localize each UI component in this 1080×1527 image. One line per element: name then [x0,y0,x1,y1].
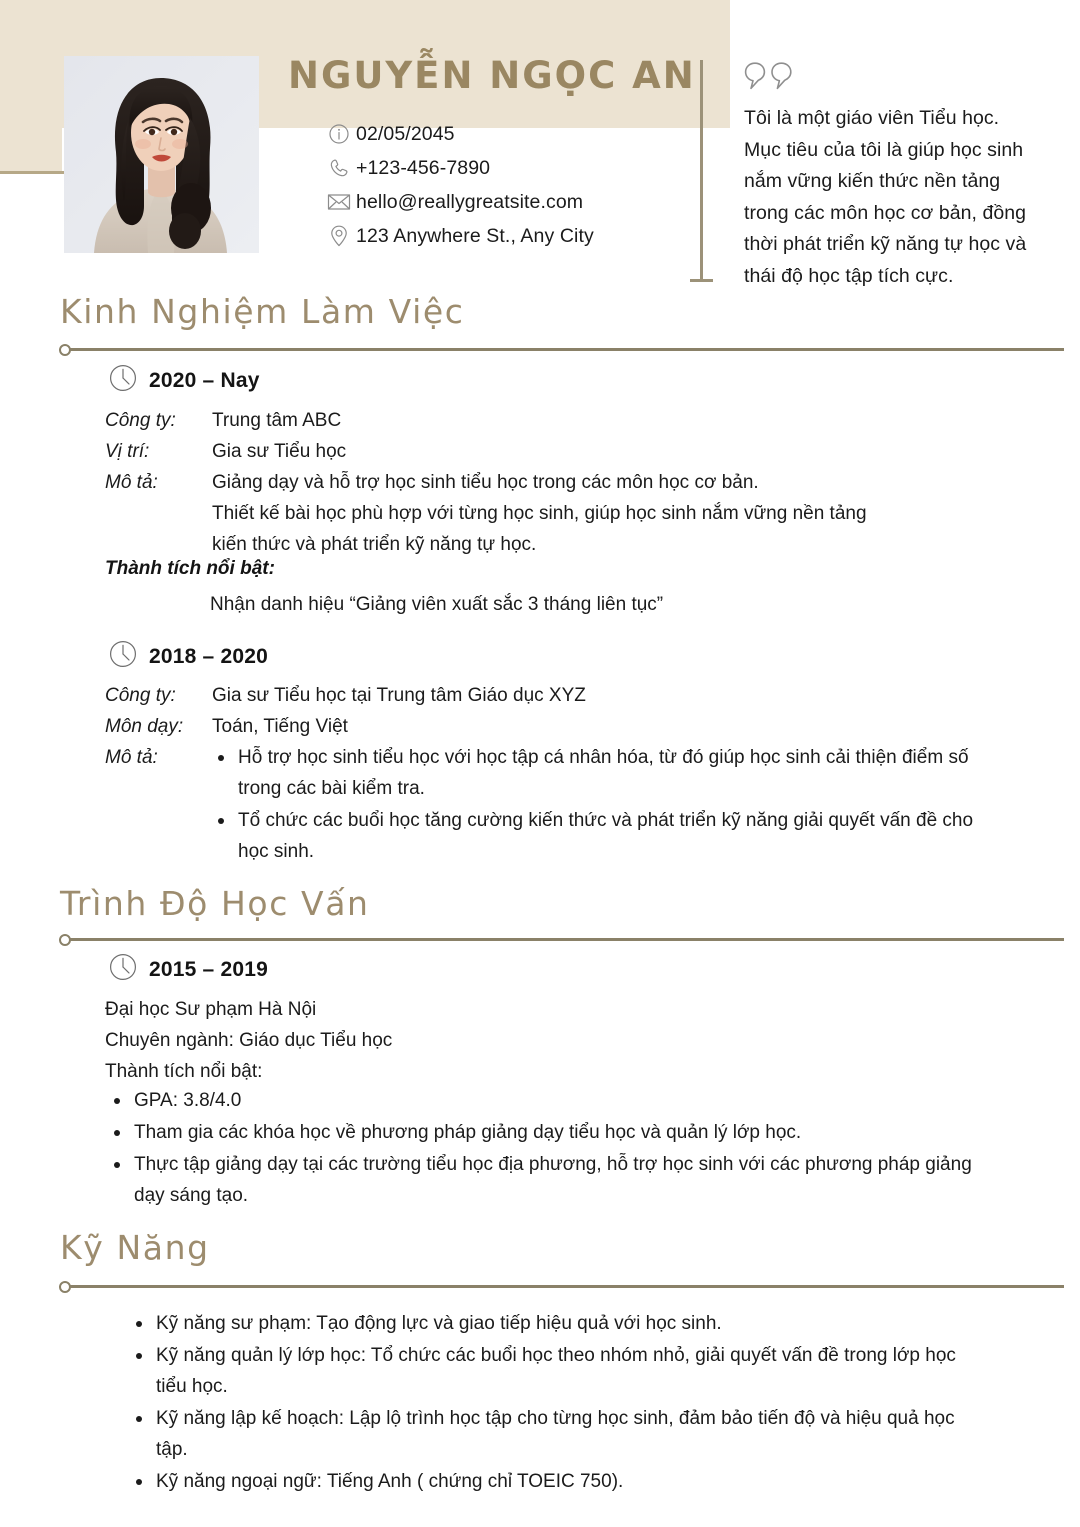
section-heading-skills: Kỹ Năng [60,1228,210,1267]
clock-icon [108,639,138,674]
contact-value-birthdate: 02/05/2045 [356,122,455,145]
quote-marks-icon [743,60,795,97]
list-item: Kỹ năng sư phạm: Tạo động lực và giao tiếp hiệu quả với học sinh. [130,1308,990,1339]
profile-summary: Tôi là một giáo viên Tiểu học. Mục tiêu của tôi là giúp học sinh nắm vững kiến thức nền tảng trong các môn học cơ bản, đồng thời phát triển kỹ năng tự học và thái độ học tập tích cực. [744,107,1027,287]
field-label-description: Mô tả: [105,472,158,493]
header-vertical-divider [700,60,703,282]
list-item: Tham gia các khóa học về phương pháp giảng dạy tiểu học và quản lý lớp học. [108,1117,988,1148]
page-title: NGUYỄN NGỌC AN [288,54,696,97]
field-value-role: Gia sư Tiểu học [212,441,347,462]
contact-row-birthdate [322,118,682,150]
field-label-company: Công ty: [105,685,176,706]
contact-value-phone: +123-456-7890 [356,156,491,179]
education-entry-date: 2015 – 2019 [149,957,268,981]
phone-icon [322,157,356,179]
section-rule-experience [64,348,1064,351]
experience-entry-2-description-label [105,742,212,773]
experience-entry-1-date: 2020 – Nay [149,368,260,392]
experience-entry-1-description [105,467,1065,560]
envelope-icon [322,192,356,212]
list-item: Hỗ trợ học sinh tiểu học với học tập cá nhân hóa, từ đó giúp học sinh cải thiện điểm số trong các bài kiểm tra. [212,742,982,804]
list-item: Kỹ năng ngoại ngữ: Tiếng Anh ( chứng chỉ TOEIC 750). [130,1466,990,1497]
location-pin-icon [322,224,356,248]
section-heading-education: Trình Độ Học Vấn [60,884,370,923]
clock-icon [108,952,138,987]
education-entry-header [108,952,268,987]
field-value-company: Trung tâm ABC [212,410,342,431]
contact-row-address [322,220,682,252]
field-label-role: Vị trí: [105,441,150,462]
section-rule-skills [64,1285,1064,1288]
education-achievement-label: Thành tích nổi bật: [105,1061,263,1082]
contact-row-phone [322,152,682,184]
clock-icon [108,363,138,398]
experience-entry-1-achievement-value: Nhận danh hiệu “Giảng viên xuất sắc 3 tháng liên tục” [210,594,664,615]
education-bullets [108,1085,988,1212]
experience-entry-2-company [105,680,905,711]
field-value-description [212,467,1065,560]
experience-entry-1-achievement-label: Thành tích nổi bật: [105,558,275,579]
experience-entry-2-date: 2018 – 2020 [149,644,268,668]
field-label-subject: Môn dạy: [105,716,184,737]
field-label-description: Mô tả: [105,747,158,768]
header-vertical-divider-foot [690,279,713,282]
list-item: GPA: 3.8/4.0 [108,1085,988,1116]
list-item: Kỹ năng quản lý lớp học: Tổ chức các buổi học theo nhóm nhỏ, giải quyết vấn đề trong lớp học tiểu học. [130,1340,990,1402]
education-school: Đại học Sư phạm Hà Nội [105,999,317,1020]
experience-entry-1-header [108,363,260,398]
contact-list [322,118,682,254]
experience-entry-2-header [108,639,268,674]
education-major: Chuyên ngành: Giáo dục Tiểu học [105,1030,393,1051]
info-icon [322,123,356,145]
experience-entry-1-company [105,405,805,436]
experience-entry-2-subject [105,711,805,742]
list-item: Tổ chức các buổi học tăng cường kiến thức và phát triển kỹ năng giải quyết vấn đề cho học sinh. [212,805,982,867]
contact-value-address: 123 Anywhere St., Any City [356,224,594,247]
list-item: Kỹ năng lập kế hoạch: Lập lộ trình học tập cho từng học sinh, đảm bảo tiến độ và hiệu quả học tập. [130,1403,990,1465]
contact-value-email: hello@reallygreatsite.com [356,190,584,213]
experience-entry-1-role [105,436,805,467]
section-heading-experience: Kinh Nghiệm Làm Việc [60,292,465,331]
section-rule-education [64,938,1064,941]
contact-row-email [322,186,682,218]
experience-entry-2-description-bullets [212,742,982,868]
field-value-subject: Toán, Tiếng Việt [212,716,348,737]
list-item: Thực tập giảng dạy tại các trường tiểu học địa phương, hỗ trợ học sinh với các phương pháp giảng dạy sáng tạo. [108,1149,988,1211]
corner-decoration-left [0,0,62,172]
description-line: Thiết kế bài học phù hợp với từng học sinh, giúp học sinh nắm vững nền tảng [212,503,867,524]
field-value-company: Gia sư Tiểu học tại Trung tâm Giáo dục XYZ [212,685,586,706]
description-line: Giảng dạy và hỗ trợ học sinh tiểu học trong các môn học cơ bản. [212,472,759,493]
field-label-company: Công ty: [105,410,176,431]
skills-bullets [130,1308,990,1498]
description-line: kiến thức và phát triển kỹ năng tự học. [212,534,537,555]
profile-photo [64,56,259,253]
